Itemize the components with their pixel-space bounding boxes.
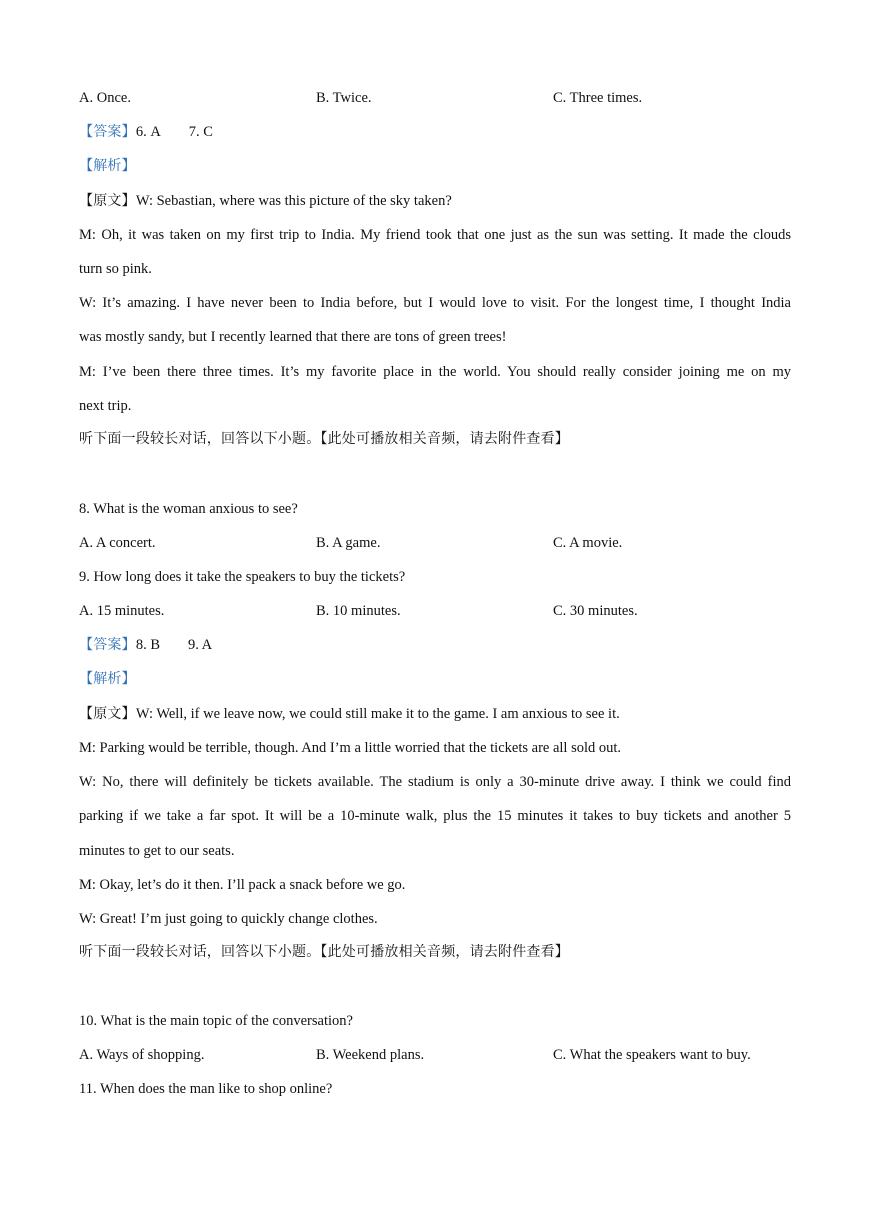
- answer-9: 9. A: [187, 637, 213, 653]
- q7-option-a: A. Once.: [79, 90, 131, 106]
- q8-options: [79, 533, 791, 553]
- listening-instruction-1: 听下面一段较长对话，回答以下小题。【此处可播放相关音频，请去附件查看】: [79, 431, 569, 447]
- transcript-text: W: Well, if we leave now, we could still make it to the game. I am anxious to see it.: [135, 706, 620, 722]
- question-11: 11. When does the man like to shop online?: [79, 1081, 333, 1097]
- transcript-1-line-5: was mostly sandy, but I recently learned that there are tons of green trees!: [79, 329, 507, 345]
- q8-option-a: A. A concert.: [79, 535, 156, 551]
- answer-8-9: [79, 635, 791, 655]
- transcript-label: 【原文】: [79, 193, 136, 209]
- q7-option-c: C. Three times.: [553, 90, 643, 106]
- transcript-1-line-2: M: Oh, it was taken on my first trip to India. My friend took that one just as the sun was setting. It made the clouds: [79, 227, 791, 243]
- transcript-1-line-4: W: It’s amazing. I have never been to India before, but I would love to visit. For the longest time, I thought India: [79, 295, 791, 311]
- q10-option-b: B. Weekend plans.: [316, 1047, 425, 1063]
- transcript-2-line-5: minutes to get to our seats.: [79, 843, 235, 859]
- transcript-2-line-4: parking if we take a far spot. It will be a 10-minute walk, plus the 15 minutes it takes to buy tickets and another 5: [79, 808, 791, 824]
- answer-6: 6. A: [135, 124, 161, 140]
- answer-6-7: [79, 122, 791, 142]
- transcript-2-line-3: W: No, there will definitely be tickets available. The stadium is only a 30-minute drive away. I think we could find: [79, 774, 791, 790]
- q10-option-a: A. Ways of shopping.: [79, 1047, 205, 1063]
- q8-option-c: C. A movie.: [553, 535, 623, 551]
- q9-option-a: A. 15 minutes.: [79, 603, 165, 619]
- question-10: 10. What is the main topic of the conversation?: [79, 1013, 353, 1029]
- q10-options: [79, 1045, 791, 1065]
- transcript-1-line-1: [79, 191, 791, 211]
- q9-options: [79, 601, 791, 621]
- answer-label: 【答案】: [79, 637, 136, 653]
- transcript-2-line-2: M: Parking would be terrible, though. And I’m a little worried that the tickets are all sold out.: [79, 740, 622, 756]
- question-9: 9. How long does it take the speakers to buy the tickets?: [79, 569, 406, 585]
- transcript-1-line-7: next trip.: [79, 398, 132, 414]
- analysis-label-1: 【解析】: [79, 158, 136, 174]
- question-8: 8. What is the woman anxious to see?: [79, 501, 298, 517]
- answer-7: 7. C: [188, 124, 213, 140]
- analysis-label-2: 【解析】: [79, 671, 136, 687]
- transcript-1-line-3: turn so pink.: [79, 261, 152, 277]
- listening-instruction-2: 听下面一段较长对话，回答以下小题。【此处可播放相关音频，请去附件查看】: [79, 944, 569, 960]
- q7-option-b: B. Twice.: [316, 90, 372, 106]
- q10-option-c: C. What the speakers want to buy.: [553, 1047, 751, 1063]
- q8-option-b: B. A game.: [316, 535, 381, 551]
- transcript-1-line-6: M: I’ve been there three times. It’s my favorite place in the world. You should really consider joining me on my: [79, 364, 791, 380]
- answer-8: 8. B: [135, 637, 160, 653]
- transcript-2-line-1: [79, 704, 791, 724]
- transcript-2-line-6: M: Okay, let’s do it then. I’ll pack a snack before we go.: [79, 877, 406, 893]
- transcript-text: W: Sebastian, where was this picture of the sky taken?: [135, 193, 452, 209]
- q9-option-b: B. 10 minutes.: [316, 603, 401, 619]
- transcript-2-line-7: W: Great! I’m just going to quickly change clothes.: [79, 911, 378, 927]
- answer-label: 【答案】: [79, 124, 136, 140]
- q7-options: [79, 88, 791, 108]
- transcript-label: 【原文】: [79, 706, 136, 722]
- q9-option-c: C. 30 minutes.: [553, 603, 638, 619]
